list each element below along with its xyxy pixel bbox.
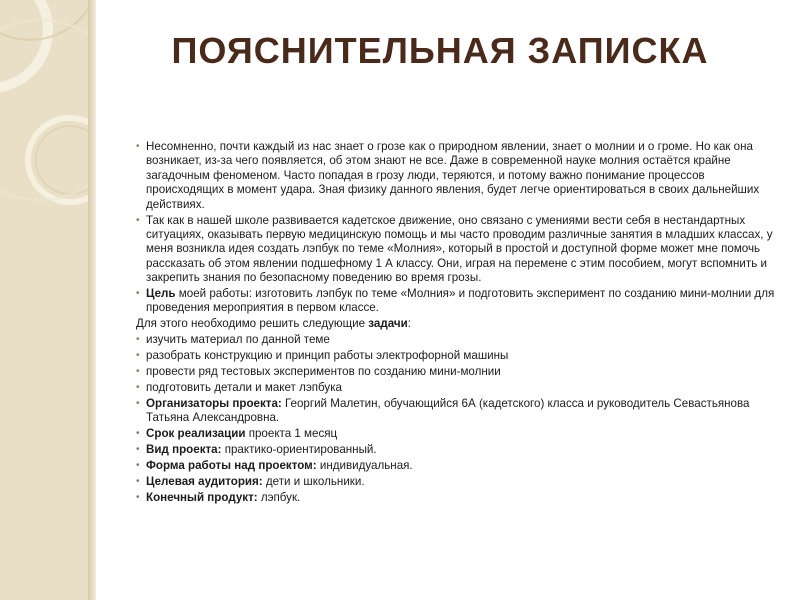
product-text: лэпбук. xyxy=(257,490,301,504)
organizers-label: Организаторы проекта: xyxy=(146,396,282,410)
tasks-label: задачи xyxy=(368,317,408,331)
organizers-text: Георгий Малетин, обучающийся 6А (кадетского) класса и руководитель Севастьянова Татьяна Александровна. xyxy=(146,396,750,425)
sidebar-edge xyxy=(88,0,96,600)
tasks-colon: : xyxy=(407,317,411,331)
type-paragraph xyxy=(136,443,776,457)
task-item: • подготовить детали и макет лэпбука xyxy=(136,381,776,395)
form-text: индивидуальная. xyxy=(316,459,413,473)
term-label: Срок реализации xyxy=(146,427,246,441)
goal-paragraph xyxy=(136,287,776,316)
audience-paragraph xyxy=(136,475,776,489)
goal-text: моей работы: изготовить лэпбук по теме «Молния» и подготовить эксперимент по созданию мини-молнии для проведения мероприятия в первом классе. xyxy=(146,287,775,315)
slide-content xyxy=(136,140,776,507)
task-item: • изучить материал по данной теме xyxy=(136,333,776,347)
slide-title: ПОЯСНИТЕЛЬНАЯ ЗАПИСКА xyxy=(171,30,709,71)
task-item: • разобрать конструкцию и принцип работы электрофорной машины xyxy=(136,349,776,363)
decorative-circles-graphic xyxy=(0,0,88,600)
motivation-paragraph: • Так как в нашей школе развивается кадетское движение, оно связано с умениями вести себя в нестандартных ситуациях, оказывать первую медицинскую помощь и мы часто проводим различные занятия в младших классах, у меня возникла идея создать лэпбук по теме «Молния», который в простой и доступной форме может мне помочь рассказать об этом явлении подшефному 1 А классу. Они, играя на перемене с этим пособием, могут вспомнить и закрепить знания по безопасному поведению во время грозы. xyxy=(136,214,776,286)
goal-label: Цель xyxy=(146,287,176,301)
form-label: Форма работы над проектом: xyxy=(146,459,317,473)
decorative-sidebar xyxy=(0,0,88,600)
type-text: практико-ориентированный. xyxy=(221,443,377,457)
tasks-intro xyxy=(136,317,776,331)
task-item: • провести ряд тестовых экспериментов по созданию мини-молнии xyxy=(136,365,776,379)
product-paragraph xyxy=(136,491,776,505)
form-paragraph xyxy=(136,459,776,473)
term-text: проекта 1 месяц xyxy=(245,427,338,441)
organizers-paragraph xyxy=(136,397,776,426)
term-paragraph xyxy=(136,427,776,441)
audience-text: дети и школьники. xyxy=(262,474,365,488)
type-label: Вид проекта: xyxy=(146,443,222,457)
tasks-intro-text: Для этого необходимо решить следующие xyxy=(136,317,369,331)
intro-paragraph: • Несомненно, почти каждый из нас знает о грозе как о природном явлении, знает о молнии и о громе. Но как она возникает, из-за чего появляется, об этом знают не все. Даже в современной науке молния остаётся крайне загадочным феноменом. Часто попадая в грозу люди, теряются, и потому важно понимание процессов происходящих в момент удара. Зная физику данного явления, будет легче ориентироваться в своих дальнейших действиях. xyxy=(136,140,776,212)
product-label: Конечный продукт: xyxy=(146,490,258,504)
audience-label: Целевая аудитория: xyxy=(146,474,263,488)
